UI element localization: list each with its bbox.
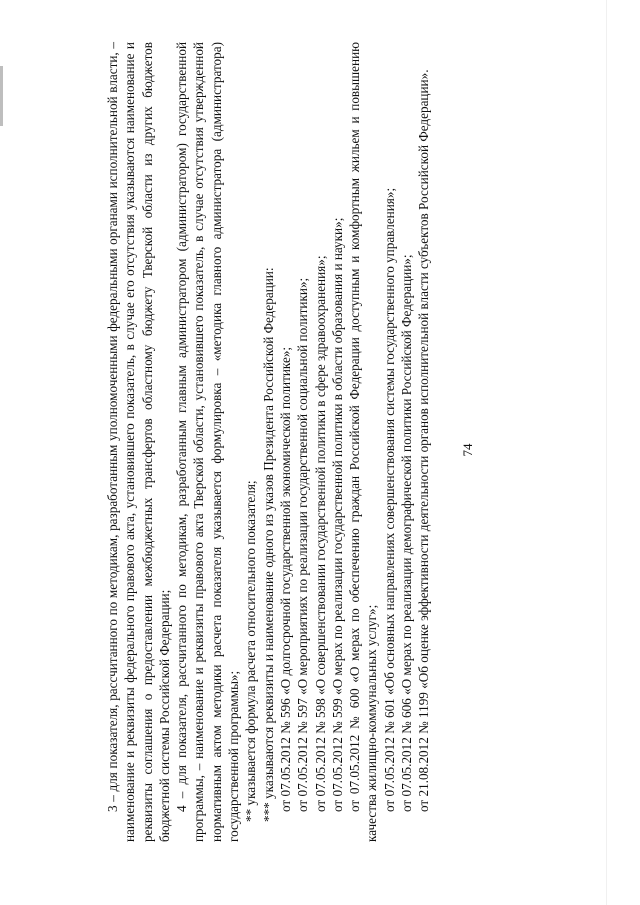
scan-shadow-line xyxy=(606,0,607,905)
page-number: 74 xyxy=(460,443,475,457)
paragraph-decrees-intro: *** указываются реквизиты и наименование одного из указов Президента Российской Федерации: xyxy=(260,267,276,822)
decree-list xyxy=(277,42,433,842)
rotated-text-block xyxy=(104,42,432,842)
decree-item-598: от 07.05.2012 № 598 «О совершенствовании государственной политики в сфере здравоохранения»; xyxy=(312,255,328,812)
decree-item-596: от 07.05.2012 № 596 «О долгосрочной государственной экономической политике»; xyxy=(277,346,293,812)
decree-item-1199: от 21.08.2012 № 1199 «Об оценке эффективности деятельности органов исполнительной власти субъектов Российской Федерации». xyxy=(416,69,432,812)
paragraph-item-3: 3 – для показателя, рассчитанного по методикам, разработанным уполномоченными федеральными органами исполнительной власти, – наименование и реквизиты федерального правового акта, установившего показатель, в случае его отсутствия указываются наименование и реквизиты соглашения о предоставлении межбюджетных трансфертов областному бюджету Тверской области из других бюджетов бюджетной системы Российской Федерации; xyxy=(105,42,172,842)
document-body xyxy=(104,42,432,842)
decree-item-601: от 07.05.2012 № 601 «Об основных направлениях совершенствования системы государственного управления»; xyxy=(381,187,397,812)
paragraph-formula-note: ** указывается формула расчета относительного показателя; xyxy=(243,480,259,822)
paragraph-item-4: 4 – для показателя, рассчитанного по методикам, разработанным главным администратором (администратором) государственной программы, – наименование и реквизиты правового акта Тверской области, установившего показатель, в случае отсутствия утвержденной нормативным актом методики расчета показателя указывается формулировка – «методика главного администратора (администратора) государственной программы»; xyxy=(174,42,242,842)
scan-edge-mark xyxy=(0,66,3,126)
decree-item-600: от 07.05.2012 № 600 «О мерах по обеспечению граждан Российской Федерации доступным и комфортным жильем и повышению качества жилищно-коммунальных услуг»; xyxy=(347,42,380,842)
decree-item-606: от 07.05.2012 № 606 «О мерах по реализации демографической политики Российской Федерации»; xyxy=(399,254,415,812)
decree-item-599: от 07.05.2012 № 599 «О мерах по реализации государственной политики в области образования и науки»; xyxy=(329,217,345,812)
decree-item-597: от 07.05.2012 № 597 «О мероприятиях по реализации государственной социальной политики»; xyxy=(295,277,311,812)
